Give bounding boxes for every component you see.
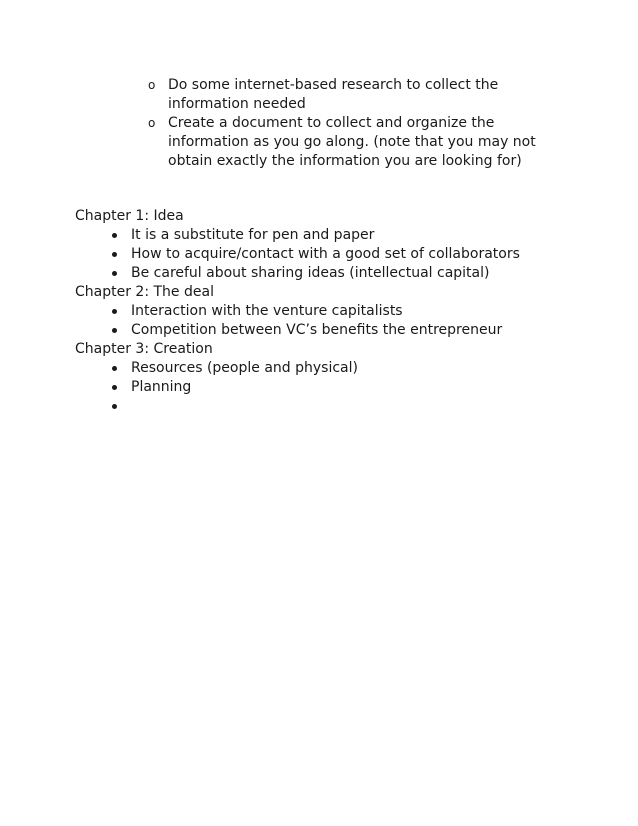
sub-bullet-list xyxy=(148,76,568,171)
list-item xyxy=(105,226,595,245)
sub-list-item xyxy=(148,114,568,171)
bullet-dot-icon xyxy=(112,271,117,276)
chapter-heading: Chapter 1: Idea xyxy=(75,208,184,224)
list-item-text: Be careful about sharing ideas (intellectual capital) xyxy=(131,265,490,281)
list-item xyxy=(105,321,595,340)
bullet-dot-icon xyxy=(112,328,117,333)
chapter-bullet-list xyxy=(75,359,595,416)
sub-list-item xyxy=(148,76,568,114)
bullet-dot-icon xyxy=(112,366,117,371)
bullet-dot-icon xyxy=(112,252,117,257)
list-item xyxy=(105,264,595,283)
list-item xyxy=(105,378,595,397)
sub-list-item-text: Do some internet-based research to collect the information needed xyxy=(168,77,499,112)
bullet-dot-icon xyxy=(112,309,117,314)
sub-list-item-text: Create a document to collect and organize the information as you go along. (note that you may not obtain exactly the information you are looking for) xyxy=(168,115,536,169)
hollow-circle-bullet-icon: o xyxy=(148,116,156,130)
chapter-bullet-list xyxy=(75,226,595,283)
list-item-text: Resources (people and physical) xyxy=(131,360,358,376)
list-item xyxy=(105,359,595,378)
list-item xyxy=(105,397,595,416)
hollow-circle-bullet-icon: o xyxy=(148,78,156,92)
chapter-bullet-list xyxy=(75,302,595,340)
chapter-heading: Chapter 2: The deal xyxy=(75,284,214,300)
list-item-text: Planning xyxy=(131,379,192,395)
chapter-outline xyxy=(75,207,595,416)
list-item-text: Competition between VC’s benefits the entrepreneur xyxy=(131,322,503,338)
bullet-dot-icon xyxy=(112,385,117,390)
list-item xyxy=(105,245,595,264)
list-item-text: How to acquire/contact with a good set of collaborators xyxy=(131,246,520,262)
bullet-dot-icon xyxy=(112,404,117,409)
list-item-text: It is a substitute for pen and paper xyxy=(131,227,375,243)
list-item-text: Interaction with the venture capitalists xyxy=(131,303,403,319)
bullet-dot-icon xyxy=(112,233,117,238)
list-item xyxy=(105,302,595,321)
chapter-heading: Chapter 3: Creation xyxy=(75,341,213,357)
